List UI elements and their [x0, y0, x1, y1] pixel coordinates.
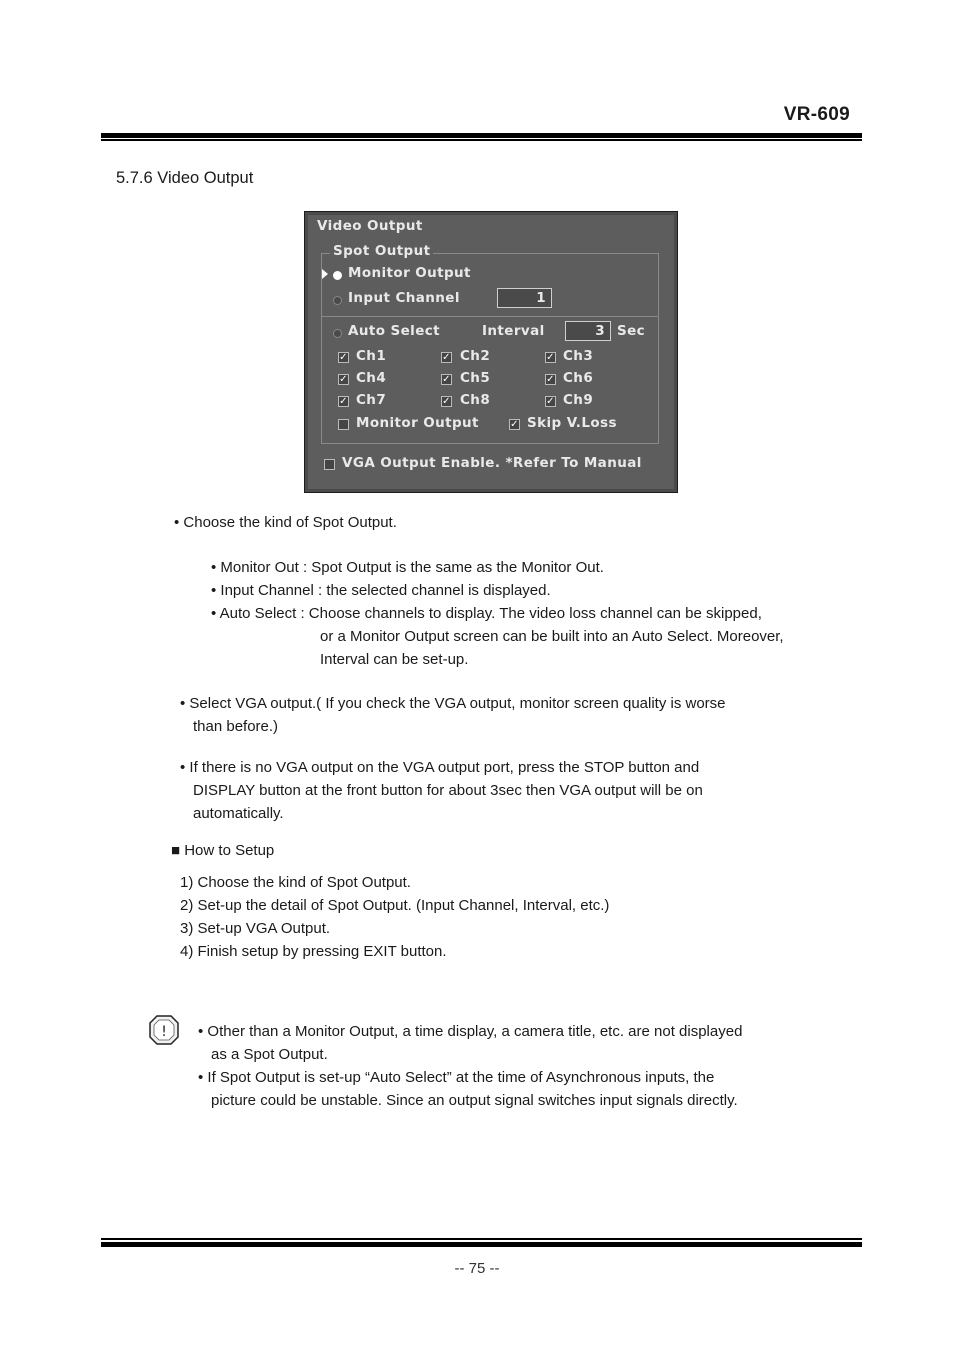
ch9-label: Ch9 [563, 392, 594, 408]
ch3-label: Ch3 [563, 348, 594, 364]
skip-vloss-label: Skip V.Loss [527, 415, 617, 431]
header-rule [101, 133, 862, 138]
ch5-label: Ch5 [460, 370, 491, 386]
footer-rule-thin [101, 1238, 862, 1240]
caution-line2: as a Spot Output. [211, 1046, 328, 1063]
ch8-label: Ch8 [460, 392, 491, 408]
step-2: 2) Set-up the detail of Spot Output. (Input Channel, Interval, etc.) [180, 897, 610, 914]
ch2-label: Ch2 [460, 348, 491, 364]
input-channel-field[interactable]: 1 [497, 288, 552, 308]
caution-line1: • Other than a Monitor Output, a time display, a camera title, etc. are not displayed [198, 1023, 743, 1040]
model-name: VR-609 [783, 104, 850, 125]
vga-note-line2: than before.) [193, 718, 279, 735]
step-4: 4) Finish setup by pressing EXIT button. [180, 943, 447, 960]
monitor-output-radio[interactable] [333, 271, 342, 280]
vga-enable-checkbox[interactable] [324, 459, 335, 470]
header-rule-thin [101, 139, 862, 141]
spot-output-label: Spot Output [330, 243, 433, 259]
section-title: 5.7.6 Video Output [116, 169, 254, 187]
interval-label: Interval [482, 323, 545, 339]
auto-select-radio[interactable] [333, 329, 342, 338]
ch6-checkbox[interactable]: ✓ [546, 374, 555, 385]
step-1: 1) Choose the kind of Spot Output. [180, 874, 411, 891]
ch1-checkbox[interactable]: ✓ [339, 352, 348, 363]
auto-select-label: Auto Select [348, 323, 441, 339]
skip-vloss-checkbox[interactable]: ✓ [510, 419, 519, 430]
ch7-label: Ch7 [356, 392, 387, 408]
footer-rule [101, 1242, 862, 1247]
page-number: -- 75 -- [454, 1260, 500, 1277]
ch1-label: Ch1 [356, 348, 387, 364]
vga-enable-label: VGA Output Enable. *Refer To Manual [342, 455, 642, 471]
video-output-menu [304, 211, 678, 493]
svg-text:!: ! [161, 1024, 167, 1040]
ch4-label: Ch4 [356, 370, 387, 386]
ch4-checkbox[interactable]: ✓ [339, 374, 348, 385]
cursor-arrow-icon [322, 269, 328, 279]
no-vga-line3: automatically. [193, 805, 284, 822]
interval-field[interactable]: 3 [565, 321, 611, 341]
input-channel-radio[interactable] [333, 296, 342, 305]
bullet-auto-select-cont1: or a Monitor Output screen can be built into an Auto Select. Moreover, [320, 628, 784, 645]
ch9-checkbox[interactable]: ✓ [546, 396, 555, 407]
ch7-checkbox[interactable]: ✓ [339, 396, 348, 407]
monitor-output-option-label: Monitor Output [356, 415, 479, 431]
monitor-output-label: Monitor Output [348, 265, 471, 281]
vga-note-line1: • Select VGA output.( If you check the VGA output, monitor screen quality is worse [180, 695, 726, 712]
monitor-output-checkbox[interactable] [338, 419, 349, 430]
intro-text: • Choose the kind of Spot Output. [174, 514, 397, 531]
input-channel-label: Input Channel [348, 290, 460, 306]
no-vga-line1: • If there is no VGA output on the VGA output port, press the STOP button and [180, 759, 700, 776]
interval-unit: Sec [617, 323, 646, 339]
caution-line4: picture could be unstable. Since an output signal switches input signals directly. [211, 1092, 738, 1109]
ch3-checkbox[interactable]: ✓ [546, 352, 555, 363]
ch8-checkbox[interactable]: ✓ [442, 396, 451, 407]
step-3: 3) Set-up VGA Output. [180, 920, 331, 937]
bullet-input-channel: • Input Channel : the selected channel is displayed. [211, 582, 551, 599]
no-vga-line2: DISPLAY button at the front button for about 3sec then VGA output will be on [193, 782, 703, 799]
caution-icon [148, 1014, 180, 1046]
bullet-monitor-out: • Monitor Out : Spot Output is the same as the Monitor Out. [211, 559, 604, 576]
ch5-checkbox[interactable]: ✓ [442, 374, 451, 385]
group-separator [322, 316, 658, 317]
caution-line3: • If Spot Output is set-up “Auto Select” at the time of Asynchronous inputs, the [198, 1069, 715, 1086]
bullet-auto-select: • Auto Select : Choose channels to display. The video loss channel can be skipped, [211, 605, 762, 622]
menu-title: Video Output [317, 218, 423, 234]
how-to-title: ■ How to Setup [171, 842, 275, 859]
ch6-label: Ch6 [563, 370, 594, 386]
bullet-auto-select-cont2: Interval can be set-up. [320, 651, 469, 668]
ch2-checkbox[interactable]: ✓ [442, 352, 451, 363]
